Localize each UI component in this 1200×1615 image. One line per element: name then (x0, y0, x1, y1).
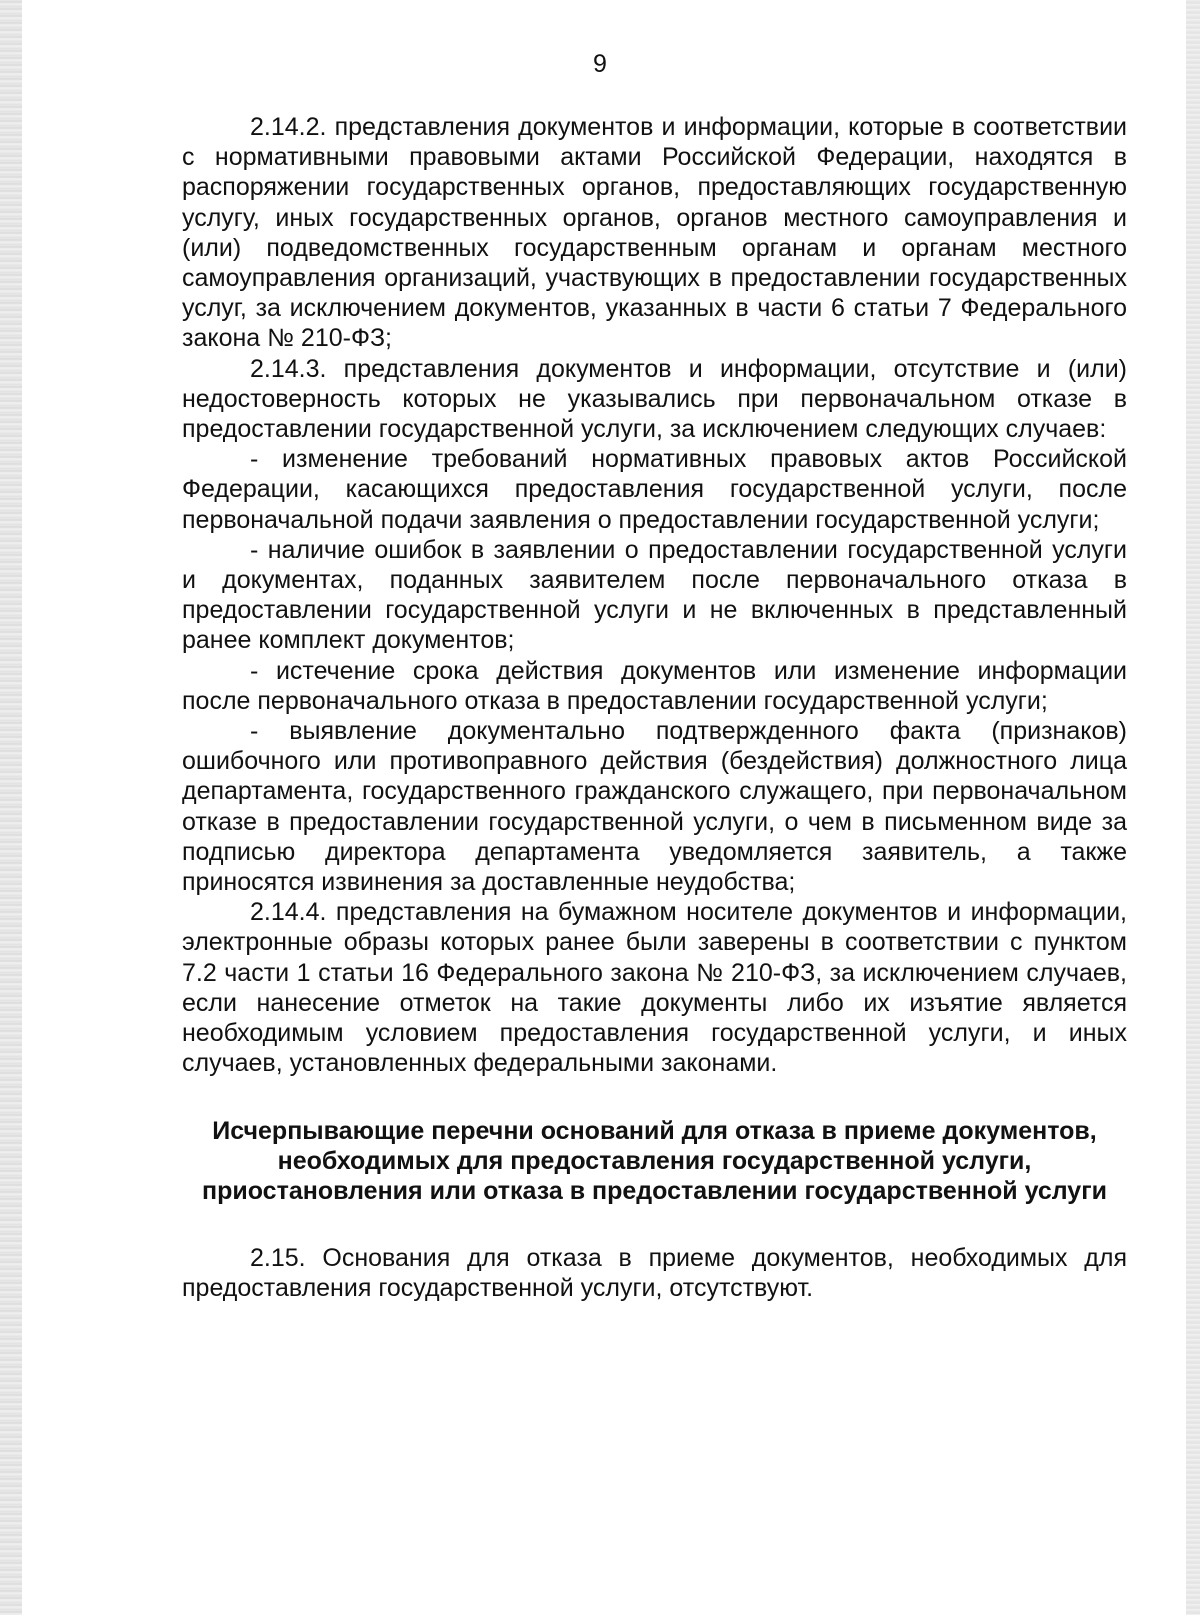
paragraph-2-14-3: 2.14.3. представления документов и информации, отсутствие и (или) недостоверность которых не указывались при первоначальном отказе в предоставлении государственной услуги, за исключением следующих случаев: (182, 354, 1127, 444)
paragraph-2-14-4: 2.14.4. представления на бумажном носителе документов и информации, электронные образы которых ранее были заверены в соответствии с пунктом 7.2 части 1 статьи 16 Федерального закона № 210-ФЗ, за исключением случаев, если нанесение отметок на такие документы либо их изъятие является необходимым условием предоставления государственной услуги, и иных случаев, установленных федеральными законами. (182, 898, 1127, 1078)
paragraph-2-15: 2.15. Основания для отказа в приеме документов, необходимых для предоставления государственной услуги, отсутствуют. (182, 1244, 1127, 1303)
page-number: 9 (593, 50, 607, 78)
paragraph-2-14-2: 2.14.2. представления документов и информации, которые в соответствии с нормативными правовыми актами Российской Федерации, находятся в распоряжении государственных органов, предоставляющих государственную услугу, иных государственных органов, органов местного самоуправления и (или) подведомственных государственным органам и органам местного самоуправления организаций, участвующих в предоставлении государственных услуг, за исключением документов, указанных в части 6 статьи 7 Федерального закона № 210-ФЗ; (182, 113, 1127, 353)
list-item-change-requirements: - изменение требований нормативных правовых актов Российской Федерации, касающихся предоставления государственной услуги, после первоначальной подачи заявления о предоставлении государственной услуги; (182, 445, 1127, 534)
document-body (182, 112, 1127, 1304)
list-item-erroneous-action: - выявление документально подтвержденного факта (признаков) ошибочного или противоправного действия (бездействия) должностного лица департамента, государственного гражданского служащего, при первоначальном отказе в предоставлении государственной услуги, о чем в письменном виде за подписью директора департамента уведомляется заявитель, а также приносятся извинения за доставленные неудобства; (182, 717, 1127, 897)
section-heading: Исчерпывающие перечни оснований для отказа в приеме документов, необходимых для предоставления государственной услуги, приостановления или отказа в предоставлении государственной услуги (201, 1116, 1107, 1205)
scan-edge-right (1186, 0, 1200, 1615)
list-item-expiry-of-documents: - истечение срока действия документов или изменение информации после первоначального отказа в предоставлении государственной услуги; (182, 656, 1127, 715)
list-item-errors-in-application: - наличие ошибок в заявлении о предоставлении государственной услуги и документах, поданных заявителем после первоначального отказа в предоставлении государственной услуги и не включенных в представленный ранее комплект документов; (182, 535, 1127, 655)
scan-edge-left (0, 0, 22, 1615)
